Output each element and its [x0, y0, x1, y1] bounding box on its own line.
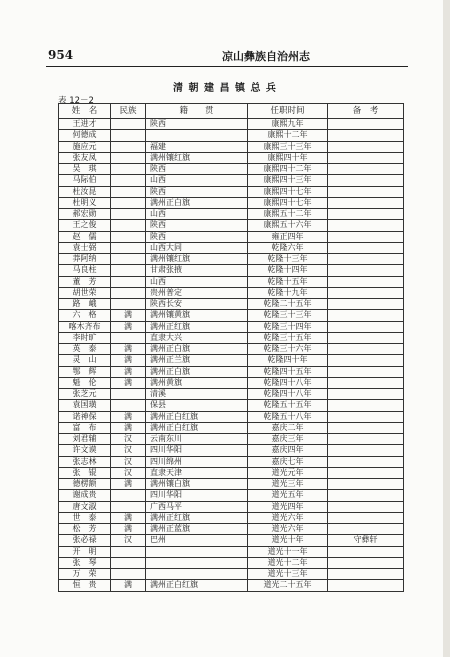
- cell-ethnicity: [111, 141, 146, 152]
- cell-notes: [328, 546, 404, 557]
- cell-notes: [328, 580, 404, 591]
- cell-name: 杜明义: [59, 197, 111, 208]
- cell-ethnicity: [111, 265, 146, 276]
- cell-name: 施应元: [59, 141, 111, 152]
- cell-term: 乾隆三十四年: [248, 321, 328, 332]
- cell-ethnicity: [111, 332, 146, 343]
- cell-ethnicity: [111, 209, 146, 220]
- table-row: [59, 299, 404, 310]
- cell-name: 王进才: [59, 119, 111, 130]
- cell-name: 莽阿纳: [59, 254, 111, 265]
- table-row: [59, 186, 404, 197]
- cell-name: 袁士弼: [59, 242, 111, 253]
- cell-notes: [328, 411, 404, 422]
- cell-ethnicity: 满: [111, 355, 146, 366]
- cell-origin: 陕西: [146, 164, 248, 175]
- cell-term: 康熙四十二年: [248, 164, 328, 175]
- cell-term: 乾隆四十八年: [248, 377, 328, 388]
- table-row: [59, 479, 404, 490]
- cell-notes: [328, 186, 404, 197]
- cell-notes: [328, 512, 404, 523]
- cell-term: 乾隆五十八年: [248, 411, 328, 422]
- cell-term: 乾隆四十五年: [248, 366, 328, 377]
- cell-notes: [328, 355, 404, 366]
- cell-origin: 满州正白旗: [146, 344, 248, 355]
- cell-notes: [328, 389, 404, 400]
- table-row: [59, 152, 404, 163]
- cell-name: 李时旷: [59, 332, 111, 343]
- table-row: [59, 355, 404, 366]
- cell-notes: [328, 377, 404, 388]
- cell-term: 乾隆十五年: [248, 276, 328, 287]
- table-row: [59, 220, 404, 231]
- cell-origin: 山西: [146, 276, 248, 287]
- cell-term: 嘉庆二年: [248, 422, 328, 433]
- table-row: [59, 400, 404, 411]
- cell-notes: [328, 175, 404, 186]
- book-title: 凉山彝族自治州志: [222, 50, 310, 63]
- table-row: [59, 377, 404, 388]
- table-number: 表 12－2: [58, 96, 94, 106]
- cell-name: 张芝元: [59, 389, 111, 400]
- cell-origin: 保县: [146, 400, 248, 411]
- table-row: [59, 242, 404, 253]
- table-row: [59, 411, 404, 422]
- cell-origin: 四川华阳: [146, 490, 248, 501]
- table-row: [59, 434, 404, 445]
- cell-origin: 满州正白旗: [146, 197, 248, 208]
- cell-name: 袁国璜: [59, 400, 111, 411]
- table-row: [59, 119, 404, 130]
- cell-origin: 甘肃张掖: [146, 265, 248, 276]
- cell-term: 康熙四十七年: [248, 186, 328, 197]
- cell-name: 胡世荣: [59, 287, 111, 298]
- cell-term: 康熙四十年: [248, 152, 328, 163]
- cell-name: 张 琴: [59, 557, 111, 568]
- cell-origin: 满州正白红旗: [146, 411, 248, 422]
- table-row: [59, 546, 404, 557]
- cell-notes: [328, 119, 404, 130]
- cell-origin: [146, 569, 248, 580]
- table-row: [59, 310, 404, 321]
- cell-origin: 满州正兰旗: [146, 355, 248, 366]
- table-row: [59, 535, 404, 546]
- cell-notes: [328, 524, 404, 535]
- cell-name: 赵 儒: [59, 231, 111, 242]
- cell-notes: 守彝轩: [328, 535, 404, 546]
- cell-origin: 陕西长安: [146, 299, 248, 310]
- cell-ethnicity: 满: [111, 479, 146, 490]
- cell-notes: [328, 287, 404, 298]
- table-row: [59, 366, 404, 377]
- table-row: [59, 344, 404, 355]
- header-rule: [46, 66, 408, 67]
- cell-ethnicity: 满: [111, 310, 146, 321]
- cell-ethnicity: [111, 152, 146, 163]
- table-row: [59, 254, 404, 265]
- cell-notes: [328, 456, 404, 467]
- cell-origin: 直隶天津: [146, 467, 248, 478]
- table-row: [59, 445, 404, 456]
- cell-name: 开 明: [59, 546, 111, 557]
- cell-term: 康熙四十七年: [248, 197, 328, 208]
- cell-term: 嘉庆三年: [248, 434, 328, 445]
- cell-term: 康熙五十六年: [248, 220, 328, 231]
- cell-ethnicity: [111, 254, 146, 265]
- cell-term: 康熙十二年: [248, 130, 328, 141]
- cell-name: 吴 琪: [59, 164, 111, 175]
- cell-ethnicity: [111, 175, 146, 186]
- cell-term: 乾隆六年: [248, 242, 328, 253]
- cell-origin: 满州镶白旗: [146, 479, 248, 490]
- cell-origin: [146, 130, 248, 141]
- cell-notes: [328, 344, 404, 355]
- cell-origin: 云南东川: [146, 434, 248, 445]
- cell-notes: [328, 254, 404, 265]
- cell-term: 道光六年: [248, 512, 328, 523]
- cell-ethnicity: [111, 164, 146, 175]
- cell-name: 鄂 辉: [59, 366, 111, 377]
- cell-origin: 满州黄旗: [146, 377, 248, 388]
- cell-term: 康熙四十三年: [248, 175, 328, 186]
- cell-name: 张友凤: [59, 152, 111, 163]
- table-row: [59, 524, 404, 535]
- cell-term: 道光元年: [248, 467, 328, 478]
- cell-ethnicity: 满: [111, 580, 146, 591]
- cell-origin: 广西马平: [146, 501, 248, 512]
- cell-origin: 陕西: [146, 231, 248, 242]
- cell-origin: [146, 546, 248, 557]
- cell-origin: 满州镶红旗: [146, 254, 248, 265]
- cell-term: 道光十二年: [248, 557, 328, 568]
- cell-origin: 四川绵州: [146, 456, 248, 467]
- cell-ethnicity: [111, 557, 146, 568]
- cell-name: 松 芳: [59, 524, 111, 535]
- cell-origin: 满州镶红旗: [146, 152, 248, 163]
- cell-origin: 贵州普定: [146, 287, 248, 298]
- table-row: [59, 321, 404, 332]
- column-header-notes: 备 考: [328, 104, 404, 119]
- cell-ethnicity: [111, 220, 146, 231]
- table-row: [59, 141, 404, 152]
- cell-ethnicity: 满: [111, 321, 146, 332]
- table-row: [59, 197, 404, 208]
- cell-term: 雍正四年: [248, 231, 328, 242]
- cell-term: 道光十三年: [248, 569, 328, 580]
- table-title: 清 朝 建 昌 镇 总 兵: [173, 83, 277, 94]
- cell-origin: 满州正白旗: [146, 366, 248, 377]
- table-row: [59, 332, 404, 343]
- cell-term: 乾隆四十年: [248, 355, 328, 366]
- cell-origin: [146, 557, 248, 568]
- cell-ethnicity: [111, 231, 146, 242]
- cell-notes: [328, 569, 404, 580]
- cell-name: 喀木齐布: [59, 321, 111, 332]
- cell-ethnicity: [111, 569, 146, 580]
- table-row: [59, 265, 404, 276]
- cell-notes: [328, 130, 404, 141]
- table-row: [59, 287, 404, 298]
- cell-notes: [328, 299, 404, 310]
- cell-notes: [328, 231, 404, 242]
- cell-notes: [328, 445, 404, 456]
- cell-notes: [328, 321, 404, 332]
- cell-name: 谢成贵: [59, 490, 111, 501]
- cell-notes: [328, 310, 404, 321]
- cell-name: 德楞额: [59, 479, 111, 490]
- cell-term: 乾隆十九年: [248, 287, 328, 298]
- cell-name: 富 布: [59, 422, 111, 433]
- cell-name: 郝宏勋: [59, 209, 111, 220]
- cell-name: 许文谟: [59, 445, 111, 456]
- table-row: [59, 501, 404, 512]
- cell-term: 乾隆三十三年: [248, 310, 328, 321]
- cell-origin: 满州正白红旗: [146, 422, 248, 433]
- cell-term: 嘉庆四年: [248, 445, 328, 456]
- cell-notes: [328, 479, 404, 490]
- cell-notes: [328, 490, 404, 501]
- cell-term: 道光五年: [248, 490, 328, 501]
- cell-notes: [328, 220, 404, 231]
- table-row: [59, 422, 404, 433]
- cell-name: 王之俊: [59, 220, 111, 231]
- table-row: [59, 557, 404, 568]
- cell-term: 道光二十五年: [248, 580, 328, 591]
- cell-term: 道光六年: [248, 524, 328, 535]
- cell-notes: [328, 242, 404, 253]
- table-row: [59, 276, 404, 287]
- cell-notes: [328, 152, 404, 163]
- cell-ethnicity: [111, 119, 146, 130]
- cell-name: 六 格: [59, 310, 111, 321]
- cell-notes: [328, 276, 404, 287]
- cell-ethnicity: 满: [111, 411, 146, 422]
- table-header-row: [59, 104, 404, 119]
- cell-term: 乾隆四十八年: [248, 389, 328, 400]
- cell-name: 马良柱: [59, 265, 111, 276]
- cell-notes: [328, 400, 404, 411]
- cell-ethnicity: 满: [111, 512, 146, 523]
- cell-origin: 满州正红旗: [146, 512, 248, 523]
- cell-name: 杜汝昆: [59, 186, 111, 197]
- cell-term: 乾隆二十五年: [248, 299, 328, 310]
- cell-origin: 山西: [146, 175, 248, 186]
- cell-origin: 满州正蓝旗: [146, 524, 248, 535]
- cell-term: 康熙九年: [248, 119, 328, 130]
- table-row: [59, 209, 404, 220]
- cell-term: 乾隆十四年: [248, 265, 328, 276]
- table-row: [59, 175, 404, 186]
- cell-term: 道光十年: [248, 535, 328, 546]
- cell-ethnicity: [111, 276, 146, 287]
- cell-name: 诺神保: [59, 411, 111, 422]
- cell-origin: 清溪: [146, 389, 248, 400]
- table-row: [59, 569, 404, 580]
- cell-ethnicity: [111, 287, 146, 298]
- cell-notes: [328, 209, 404, 220]
- column-header-origin: 籍 贯: [146, 104, 248, 119]
- cell-ethnicity: 汉: [111, 445, 146, 456]
- cell-ethnicity: [111, 130, 146, 141]
- cell-notes: [328, 164, 404, 175]
- cell-ethnicity: 满: [111, 377, 146, 388]
- cell-name: 张必禄: [59, 535, 111, 546]
- cell-ethnicity: 汉: [111, 434, 146, 445]
- cell-name: 董 芳: [59, 276, 111, 287]
- cell-notes: [328, 332, 404, 343]
- page-edge: [443, 0, 450, 657]
- cell-ethnicity: 满: [111, 366, 146, 377]
- cell-name: 刘君辅: [59, 434, 111, 445]
- cell-ethnicity: [111, 242, 146, 253]
- cell-term: 康熙三十三年: [248, 141, 328, 152]
- cell-notes: [328, 265, 404, 276]
- cell-term: 嘉庆七年: [248, 456, 328, 467]
- cell-name: 英 泰: [59, 344, 111, 355]
- cell-ethnicity: [111, 197, 146, 208]
- cell-origin: 山西大同: [146, 242, 248, 253]
- cell-name: 张志林: [59, 456, 111, 467]
- cell-notes: [328, 141, 404, 152]
- cell-term: 道光十一年: [248, 546, 328, 557]
- column-header-ethnicity: 民族: [111, 104, 146, 119]
- cell-ethnicity: 满: [111, 524, 146, 535]
- cell-notes: [328, 434, 404, 445]
- cell-term: 乾隆五十五年: [248, 400, 328, 411]
- cell-name: 魁 伦: [59, 377, 111, 388]
- table-row: [59, 231, 404, 242]
- cell-notes: [328, 422, 404, 433]
- cell-origin: 四川华阳: [146, 445, 248, 456]
- table-row: [59, 512, 404, 523]
- table-row: [59, 580, 404, 591]
- cell-ethnicity: [111, 546, 146, 557]
- cell-ethnicity: [111, 400, 146, 411]
- cell-name: 马际伯: [59, 175, 111, 186]
- table-row: [59, 130, 404, 141]
- table-row: [59, 467, 404, 478]
- table-row: [59, 456, 404, 467]
- cell-ethnicity: [111, 490, 146, 501]
- cell-notes: [328, 557, 404, 568]
- column-header-name: 姓 名: [59, 104, 111, 119]
- cell-ethnicity: 满: [111, 422, 146, 433]
- cell-term: 乾隆十三年: [248, 254, 328, 265]
- cell-origin: 陕西: [146, 220, 248, 231]
- cell-term: 道光三年: [248, 479, 328, 490]
- cell-name: 恒 贵: [59, 580, 111, 591]
- cell-name: 世 泰: [59, 512, 111, 523]
- cell-term: 乾隆三十五年: [248, 332, 328, 343]
- cell-name: 灵 山: [59, 355, 111, 366]
- cell-term: 道光四年: [248, 501, 328, 512]
- cell-notes: [328, 467, 404, 478]
- officials-table: [58, 103, 404, 592]
- cell-notes: [328, 501, 404, 512]
- cell-ethnicity: 汉: [111, 535, 146, 546]
- cell-name: 何德成: [59, 130, 111, 141]
- cell-name: 万 荣: [59, 569, 111, 580]
- cell-ethnicity: 汉: [111, 467, 146, 478]
- table-row: [59, 164, 404, 175]
- cell-ethnicity: 满: [111, 344, 146, 355]
- table-row: [59, 490, 404, 501]
- column-header-term: 任职时间: [248, 104, 328, 119]
- cell-origin: 满州正白红旗: [146, 580, 248, 591]
- cell-origin: 满州镶黄旗: [146, 310, 248, 321]
- cell-ethnicity: [111, 186, 146, 197]
- cell-origin: 满州正红旗: [146, 321, 248, 332]
- cell-name: 路 峨: [59, 299, 111, 310]
- cell-notes: [328, 366, 404, 377]
- cell-term: 乾隆三十六年: [248, 344, 328, 355]
- cell-name: 唐文淑: [59, 501, 111, 512]
- cell-ethnicity: [111, 389, 146, 400]
- cell-ethnicity: [111, 299, 146, 310]
- cell-origin: 陕西: [146, 186, 248, 197]
- cell-origin: 福建: [146, 141, 248, 152]
- cell-origin: 巴州: [146, 535, 248, 546]
- page-number: 954: [48, 48, 74, 62]
- cell-notes: [328, 197, 404, 208]
- cell-ethnicity: 汉: [111, 456, 146, 467]
- cell-name: 张 锟: [59, 467, 111, 478]
- cell-term: 康熙五十二年: [248, 209, 328, 220]
- cell-origin: 陕西: [146, 119, 248, 130]
- cell-origin: 直隶大兴: [146, 332, 248, 343]
- cell-ethnicity: [111, 501, 146, 512]
- cell-origin: 山西: [146, 209, 248, 220]
- table-row: [59, 389, 404, 400]
